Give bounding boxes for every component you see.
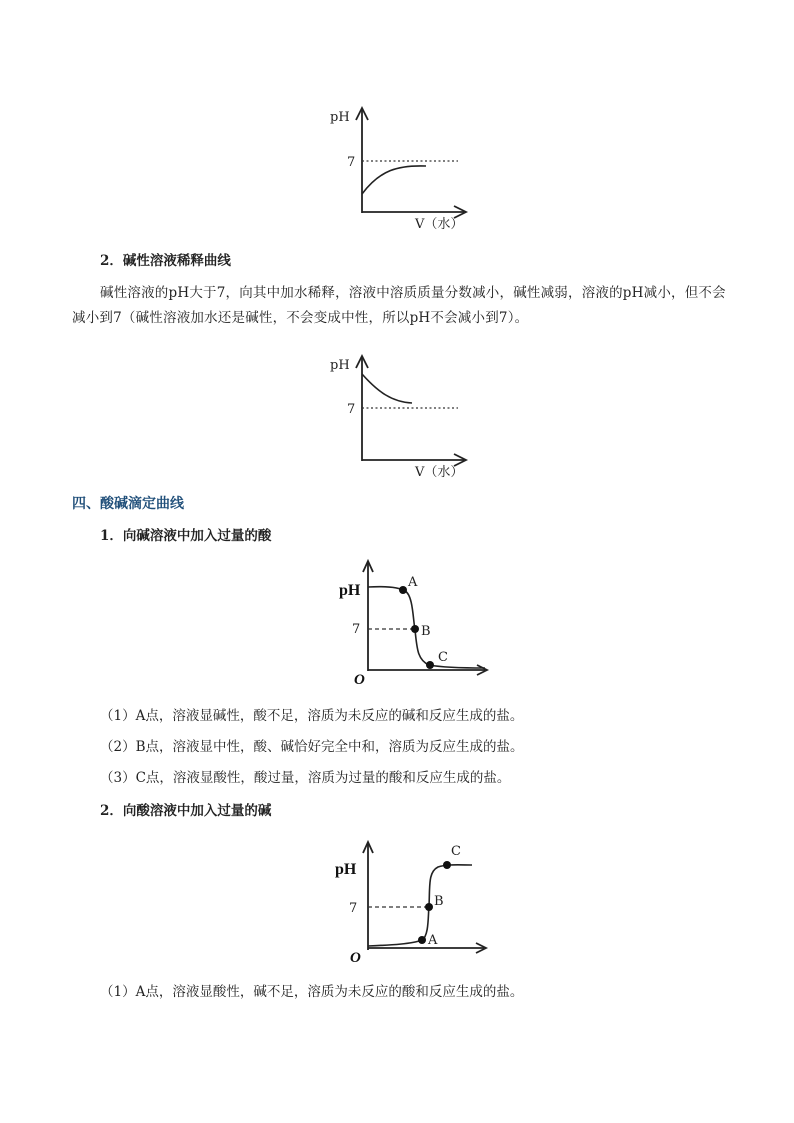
point-c-label: C [438,650,448,665]
list-item: （2）B点，溶液显中性，酸、碱恰好完全中和，溶质为反应生成的盐。 [100,739,524,755]
figure-acid-into-base [335,557,495,687]
figure-acid-into-base-svg [335,557,495,687]
point-c-marker [443,861,451,869]
tick-7-label: 7 [347,402,356,417]
point-a-label: A [408,575,418,590]
figure-base-into-acid [332,838,492,968]
point-c-label: C [451,844,461,859]
list-item: （1）A点，溶液显碱性，酸不足，溶质为未反应的碱和反应生成的盐。 [100,708,524,724]
list-item: （3）C点，溶液显酸性，酸过量，溶质为过量的酸和反应生成的盐。 [100,770,511,786]
origin-label: O [354,672,365,688]
point-b-marker [411,625,419,633]
y-axis-label: pH [330,358,350,373]
x-axis-label: V（水） [415,217,464,232]
y-axis-label: pH [339,582,361,599]
dilution-curve [362,166,426,194]
heading-base-into-acid: 2．向酸溶液中加入过量的碱 [100,803,272,819]
point-b-label: B [421,624,431,639]
heading-acid-into-base: 1．向碱溶液中加入过量的酸 [100,528,272,544]
y-axis-label: pH [330,110,350,125]
section-title: 四、酸碱滴定曲线 [72,496,184,512]
figure-acid-dilution-svg [318,100,478,235]
titration-curve [368,865,472,946]
point-a-label: A [428,933,438,948]
point-c-marker [426,661,434,669]
point-a-marker [399,586,407,594]
y-axis-label: pH [335,861,357,878]
paragraph-base-dilution: 碱性溶液的pH大于7，向其中加水稀释，溶液中溶质质量分数减小，碱性减弱，溶液的pH减小，但不会减小到7（碱性溶液加水还是碱性，不会变成中性，所以pH不会减小到7）。 [72,285,726,326]
figure-acid-dilution [318,100,478,235]
point-a-marker [418,936,426,944]
point-b-marker [425,903,433,911]
dilution-curve [362,374,412,403]
point-b-label: B [434,894,444,909]
origin-label: O [350,950,361,966]
figure-base-dilution [318,348,478,483]
tick-7-label: 7 [349,901,358,916]
tick-7-label: 7 [352,622,361,637]
tick-7-label: 7 [347,155,356,170]
list-item: （1）A点，溶液显酸性，碱不足，溶质为未反应的酸和反应生成的盐。 [100,984,524,1000]
heading-base-dilution: 2．碱性溶液稀释曲线 [100,253,231,269]
figure-base-into-acid-svg [332,838,492,968]
figure-base-dilution-svg [318,348,478,483]
x-axis-label: V（水） [415,465,464,480]
